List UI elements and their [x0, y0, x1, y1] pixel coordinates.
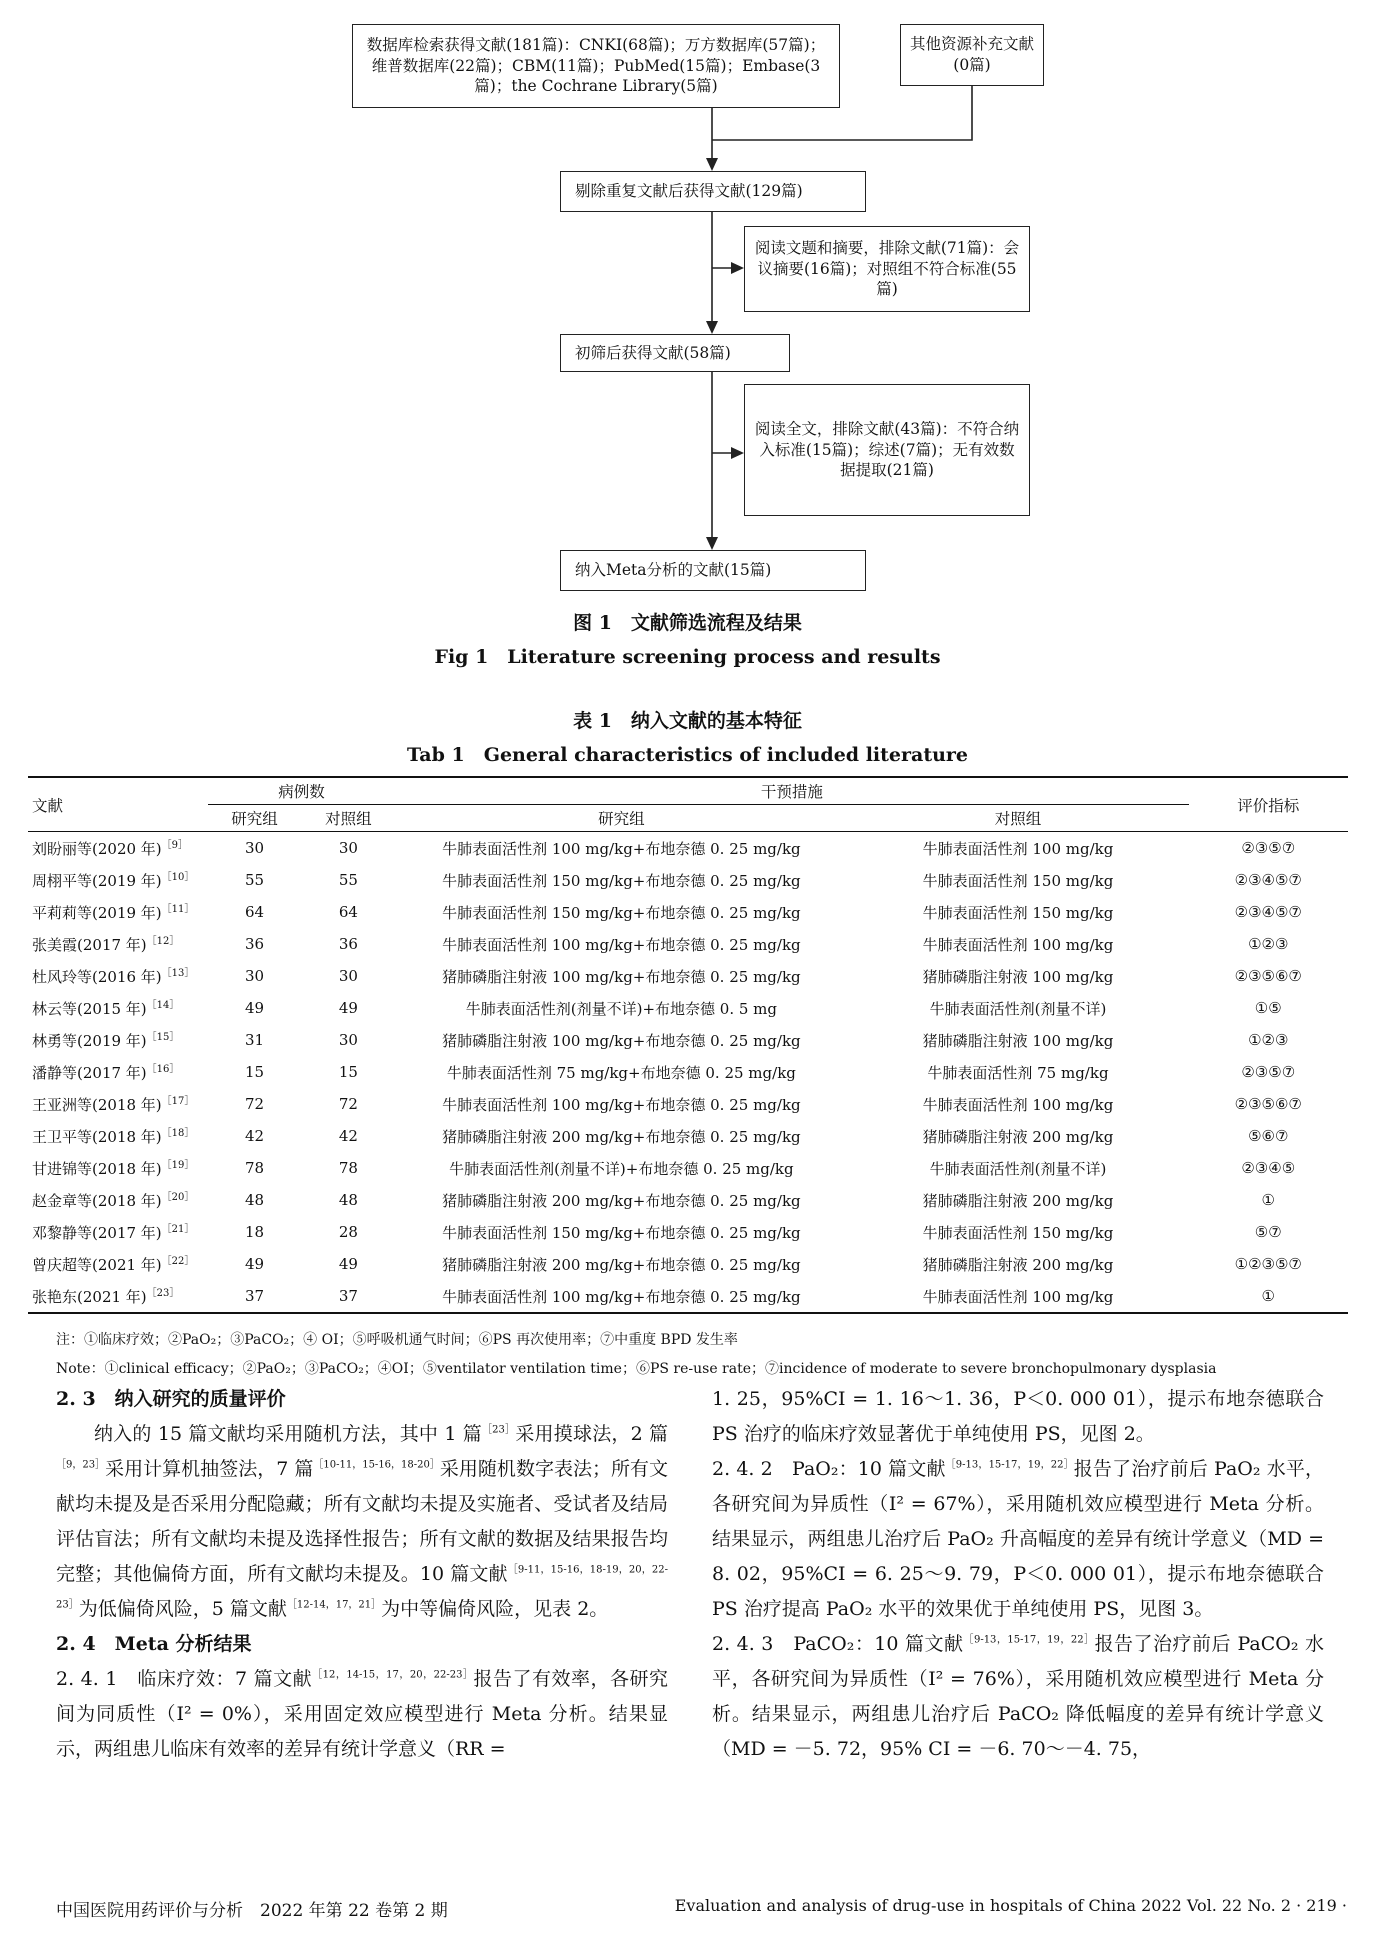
cell-cases-study: 49: [245, 999, 265, 1017]
paragraph-paco2: 2. 4. 3 PaCO₂：10 篇文献$^{[9-13,15-17,19,22]}$报告了治疗前后 PaCO₂ 水平，各研究间为异质性（I² = 76%），采用随机效应模型进行 Meta 分析。结果显示，两组患儿治疗后 PaCO₂ 降低幅度的差异有统计学意义（MD = －5. 72，95% CI = －6. 70～－4. 75，: [712, 1633, 1324, 1760]
cell-cases-study: 55: [245, 871, 265, 889]
flow-box-included: 纳入Meta分析的文献(15篇): [560, 550, 866, 591]
cell-intervention-control: 牛肺表面活性剂 150 mg/kg: [922, 1223, 1114, 1242]
section-heading-2-3: 2. 3 纳入研究的质量评价: [56, 1388, 286, 1410]
table-row: [28, 832, 1348, 865]
cell-literature: 林勇等(2019 年)$^{[15]}$: [32, 1031, 180, 1050]
cell-intervention-control: 牛肺表面活性剂(剂量不详): [929, 999, 1107, 1018]
cell-indicators: ②③④⑤⑦: [1234, 871, 1302, 889]
cell-cases-control: 49: [338, 999, 358, 1017]
cell-cases-control: 37: [338, 1287, 358, 1305]
cell-intervention-control: 猪肺磷脂注射液 200 mg/kg: [922, 1255, 1114, 1274]
reference-mark: ［23］: [146, 1287, 180, 1299]
footer-journal-cn: 中国医院用药评价与分析 2022 年第 22 卷第 2 期: [56, 1901, 448, 1921]
cell-intervention-study: 牛肺表面活性剂 100 mg/kg+布地奈德 0. 25 mg/kg: [442, 1095, 801, 1114]
cell-literature: 张美霞(2017 年)$^{[12]}$: [32, 935, 180, 954]
cell-intervention-control: 牛肺表面活性剂 100 mg/kg: [922, 1095, 1114, 1114]
cell-intervention-study: 猪肺磷脂注射液 200 mg/kg+布地奈德 0. 25 mg/kg: [442, 1255, 801, 1274]
cell-intervention-study: 牛肺表面活性剂 150 mg/kg+布地奈德 0. 25 mg/kg: [442, 1223, 801, 1242]
paragraph-quality: 纳入的 15 篇文献均采用随机方法，其中 1 篇$^{[23]}$采用摸球法，2 篇$^{[9,23]}$采用计算机抽签法，7 篇$^{[10-11,15-16,18-20]}$采用随机数字表法；所有文献均未提及是否采用分配隐藏；所有文献均未提及实施者、受试者及结局评估盲法；所有文献均未提及选择性报告；所有文献的数据及结果报告均完整；其他偏倚方面，所有文献均未提及。10 篇文献$^{[9-11,15-16,18-19,20,22-23]}$为低偏倚风险，5 篇文献$^{[12-14,17,21]}$为中等偏倚风险，见表 2。: [56, 1423, 669, 1620]
cell-intervention-study: 牛肺表面活性剂 100 mg/kg+布地奈德 0. 25 mg/kg: [442, 935, 801, 954]
cell-intervention-study: 牛肺表面活性剂 150 mg/kg+布地奈德 0. 25 mg/kg: [442, 903, 801, 922]
flow-box-after-dedup: 剔除重复文献后获得文献(129篇): [560, 171, 866, 212]
cell-literature: 平莉莉等(2019 年)$^{[11]}$: [32, 903, 195, 922]
cell-intervention-control: 猪肺磷脂注射液 200 mg/kg: [922, 1191, 1114, 1210]
cell-intervention-study: 牛肺表面活性剂 100 mg/kg+布地奈德 0. 25 mg/kg: [442, 839, 801, 858]
table-caption-en: Tab 1 General characteristics of included literature: [406, 744, 969, 766]
reference-mark: ［19］: [161, 1159, 195, 1171]
cell-indicators: ①②③⑤⑦: [1234, 1255, 1302, 1273]
cell-intervention-study: 猪肺磷脂注射液 100 mg/kg+布地奈德 0. 25 mg/kg: [442, 1031, 801, 1050]
cell-intervention-study: 猪肺磷脂注射液 100 mg/kg+布地奈德 0. 25 mg/kg: [442, 967, 801, 986]
reference-mark: ［17］: [161, 1095, 195, 1107]
table-row: [28, 992, 1348, 1024]
table-row: [28, 1216, 1348, 1248]
cell-cases-control: 36: [338, 935, 358, 953]
cell-literature: 潘静等(2017 年)$^{[16]}$: [32, 1063, 180, 1082]
cell-indicators: ②③④⑤: [1241, 1159, 1296, 1177]
reference-mark: ［18］: [161, 1127, 195, 1139]
cell-cases-control: 15: [338, 1063, 358, 1081]
cell-cases-study: 42: [245, 1127, 265, 1145]
cell-literature: 曾庆超等(2021 年)$^{[22]}$: [32, 1255, 195, 1274]
cell-literature: 邓黎静等(2017 年)$^{[21]}$: [32, 1223, 195, 1242]
cell-cases-control: 49: [338, 1255, 358, 1273]
cell-indicators: ①: [1261, 1287, 1275, 1305]
table-row: [28, 1120, 1348, 1152]
reference-mark: ［13］: [161, 967, 195, 979]
paragraph-efficacy-cont: 1. 25，95%CI = 1. 16～1. 36，P＜0. 000 01），提示布地奈德联合 PS 治疗的临床疗效显著优于单纯使用 PS，见图 2。: [712, 1388, 1324, 1445]
cell-indicators: ②③⑤⑥⑦: [1234, 967, 1302, 985]
cell-cases-study: 72: [245, 1095, 265, 1113]
reference-mark: ［12］: [146, 935, 180, 947]
cell-cases-control: 48: [338, 1191, 358, 1209]
cell-literature: 甘进锦等(2018 年)$^{[19]}$: [32, 1159, 195, 1178]
table-note-en: Note：①clinical efficacy；②PaO₂；③PaCO₂；④OI；⑤ventilator ventilation time；⑥PS re-use rate；⑦incidence of moderate to severe bronchopulmonary dysplasia: [56, 1361, 1217, 1377]
cell-intervention-study: 牛肺表面活性剂 100 mg/kg+布地奈德 0. 25 mg/kg: [442, 1287, 801, 1306]
table-row: [28, 1152, 1348, 1184]
reference-mark: ［10］: [161, 871, 195, 883]
cell-literature: 王卫平等(2018 年)$^{[18]}$: [32, 1127, 195, 1146]
cell-cases-study: 31: [245, 1031, 265, 1049]
header-int-study: 研究组: [395, 805, 847, 832]
cell-indicators: ②③⑤⑥⑦: [1234, 1095, 1302, 1113]
table-row: [28, 1184, 1348, 1216]
cell-cases-study: 78: [245, 1159, 265, 1177]
cell-intervention-study: 猪肺磷脂注射液 200 mg/kg+布地奈德 0. 25 mg/kg: [442, 1127, 801, 1146]
cell-literature: 周栩平等(2019 年)$^{[10]}$: [32, 871, 195, 890]
reference-mark: ［16］: [146, 1063, 180, 1075]
cell-intervention-control: 猪肺磷脂注射液 100 mg/kg: [922, 1031, 1114, 1050]
cell-indicators: ②③⑤⑦: [1241, 1063, 1296, 1081]
header-cases: 病例数: [208, 777, 396, 805]
table-row: [28, 1024, 1348, 1056]
figure-caption-cn: 图 1 文献筛选流程及结果: [573, 612, 802, 634]
cell-cases-control: 28: [338, 1223, 358, 1241]
table-note-cn: 注：①临床疗效；②PaO₂；③PaCO₂；④ OI；⑤呼吸机通气时间；⑥PS 再次使用率；⑦中重度 BPD 发生率: [56, 1332, 738, 1348]
header-cases-study: 研究组: [208, 805, 302, 832]
cell-indicators: ①②③: [1248, 1031, 1289, 1049]
cell-intervention-control: 牛肺表面活性剂 150 mg/kg: [922, 871, 1114, 890]
table-row: [28, 1280, 1348, 1313]
flow-box-exclude-abstract: 阅读文题和摘要，排除文献(71篇)：会议摘要(16篇)；对照组不符合标准(55篇): [744, 226, 1030, 312]
cell-literature: 张艳东(2021 年)$^{[23]}$: [32, 1287, 180, 1306]
table-row: [28, 1248, 1348, 1280]
cell-intervention-control: 牛肺表面活性剂(剂量不详): [929, 1159, 1107, 1178]
cell-cases-control: 30: [338, 967, 358, 985]
cell-cases-study: 48: [245, 1191, 265, 1209]
cell-indicators: ⑤⑥⑦: [1248, 1127, 1289, 1145]
cell-indicators: ①: [1261, 1191, 1275, 1209]
header-int-control: 对照组: [847, 805, 1188, 832]
characteristics-table: [28, 776, 1348, 1314]
cell-cases-control: 30: [338, 839, 358, 857]
header-cases-control: 对照组: [301, 805, 395, 832]
cell-cases-study: 30: [245, 967, 265, 985]
cell-intervention-study: 牛肺表面活性剂 150 mg/kg+布地奈德 0. 25 mg/kg: [442, 871, 801, 890]
table-row: [28, 896, 1348, 928]
cell-literature: 王亚洲等(2018 年)$^{[17]}$: [32, 1095, 195, 1114]
table-row: [28, 1056, 1348, 1088]
section-heading-2-4: 2. 4 Meta 分析结果: [56, 1633, 252, 1655]
cell-indicators: ①⑤: [1254, 999, 1282, 1017]
cell-cases-study: 36: [245, 935, 265, 953]
reference-mark: ［9］: [161, 839, 189, 851]
cell-intervention-control: 猪肺磷脂注射液 200 mg/kg: [922, 1127, 1114, 1146]
reference-mark: ［15］: [146, 1031, 180, 1043]
cell-indicators: ⑤⑦: [1254, 1223, 1282, 1241]
cell-intervention-study: 牛肺表面活性剂(剂量不详)+布地奈德 0. 5 mg: [465, 999, 777, 1018]
cell-intervention-study: 牛肺表面活性剂 75 mg/kg+布地奈德 0. 25 mg/kg: [446, 1063, 796, 1082]
right-column: [712, 1382, 1324, 1767]
header-indicators: 评价指标: [1189, 777, 1348, 832]
cell-cases-study: 18: [245, 1223, 265, 1241]
cell-cases-study: 15: [245, 1063, 265, 1081]
cell-intervention-study: 猪肺磷脂注射液 200 mg/kg+布地奈德 0. 25 mg/kg: [442, 1191, 801, 1210]
reference-mark: ［14］: [146, 999, 180, 1011]
cell-literature: 林云等(2015 年)$^{[14]}$: [32, 999, 180, 1018]
cell-cases-control: 64: [338, 903, 358, 921]
header-literature: 文献: [28, 777, 208, 832]
cell-cases-study: 49: [245, 1255, 265, 1273]
reference-mark: ［11］: [161, 903, 195, 915]
cell-literature: 刘盼丽等(2020 年)$^{[9]}$: [32, 839, 189, 858]
table-caption-cn: 表 1 纳入文献的基本特征: [573, 710, 802, 732]
cell-intervention-control: 牛肺表面活性剂 100 mg/kg: [922, 935, 1114, 954]
reference-mark: ［21］: [161, 1223, 195, 1235]
flow-box-initial-screen: 初筛后获得文献(58篇): [560, 334, 790, 372]
cell-intervention-control: 猪肺磷脂注射液 100 mg/kg: [922, 967, 1114, 986]
cell-cases-control: 72: [338, 1095, 358, 1113]
cell-intervention-control: 牛肺表面活性剂 75 mg/kg: [927, 1063, 1109, 1082]
cell-cases-control: 30: [338, 1031, 358, 1049]
paragraph-pao2: 2. 4. 2 PaO₂：10 篇文献$^{[9-13,15-17,19,22]}$报告了治疗前后 PaO₂ 水平，各研究间为异质性（I² = 67%），采用随机效应模型进行 Meta 分析。结果显示，两组患儿治疗后 PaO₂ 升高幅度的差异有统计学意义（MD = 8. 02，95%CI = 6. 25～9. 79，P＜0. 000 01），提示布地奈德联合 PS 治疗提高 PaO₂ 水平的效果优于单纯使用 PS，见图 3。: [712, 1458, 1325, 1620]
cell-cases-study: 37: [245, 1287, 265, 1305]
table-row: [28, 864, 1348, 896]
table-row: [28, 928, 1348, 960]
cell-cases-study: 30: [245, 839, 265, 857]
table-row: [28, 1088, 1348, 1120]
header-intervention: 干预措施: [395, 777, 1188, 805]
paragraph-clinical-efficacy: 2. 4. 1 临床疗效：7 篇文献$^{[12,14-15,17,20,22-23]}$报告了有效率，各研究间为同质性（I² = 0%），采用固定效应模型进行 Meta 分析。结果显示，两组患儿临床有效率的差异有统计学意义（RR =: [56, 1668, 668, 1760]
cell-intervention-study: 牛肺表面活性剂(剂量不详)+布地奈德 0. 25 mg/kg: [449, 1159, 794, 1178]
cell-intervention-control: 牛肺表面活性剂 150 mg/kg: [922, 903, 1114, 922]
cell-indicators: ②③④⑤⑦: [1234, 903, 1302, 921]
cell-cases-control: 78: [338, 1159, 358, 1177]
cell-literature: 赵金章等(2018 年)$^{[20]}$: [32, 1191, 195, 1210]
cell-cases-control: 42: [338, 1127, 358, 1145]
left-column: [56, 1382, 668, 1767]
flow-box-other-sources: 其他资源补充文献(0篇): [900, 24, 1044, 86]
cell-intervention-control: 牛肺表面活性剂 100 mg/kg: [922, 1287, 1114, 1306]
figure-caption-en: Fig 1 Literature screening process and results: [434, 646, 941, 668]
cell-intervention-control: 牛肺表面活性剂 100 mg/kg: [922, 839, 1114, 858]
cell-literature: 杜风玲等(2016 年)$^{[13]}$: [32, 967, 195, 986]
cell-indicators: ①②③: [1248, 935, 1289, 953]
reference-mark: ［22］: [161, 1255, 195, 1267]
flow-box-exclude-fulltext: 阅读全文，排除文献(43篇)：不符合纳入标准(15篇)；综述(7篇)；无有效数据提取(21篇): [744, 384, 1030, 516]
cell-cases-control: 55: [338, 871, 358, 889]
footer-journal-en: Evaluation and analysis of drug-use in hospitals of China 2022 Vol. 22 No. 2 · 219 ·: [674, 1896, 1347, 1915]
flow-box-database-search: 数据库检索获得文献(181篇)：CNKI(68篇)；万方数据库(57篇)；维普数据库(22篇)；CBM(11篇)；PubMed(15篇)；Embase(3篇)；the Cochrane Library(5篇): [352, 24, 840, 108]
table-row: [28, 960, 1348, 992]
reference-mark: ［20］: [161, 1191, 195, 1203]
cell-indicators: ②③⑤⑦: [1241, 839, 1296, 857]
cell-cases-study: 64: [245, 903, 265, 921]
